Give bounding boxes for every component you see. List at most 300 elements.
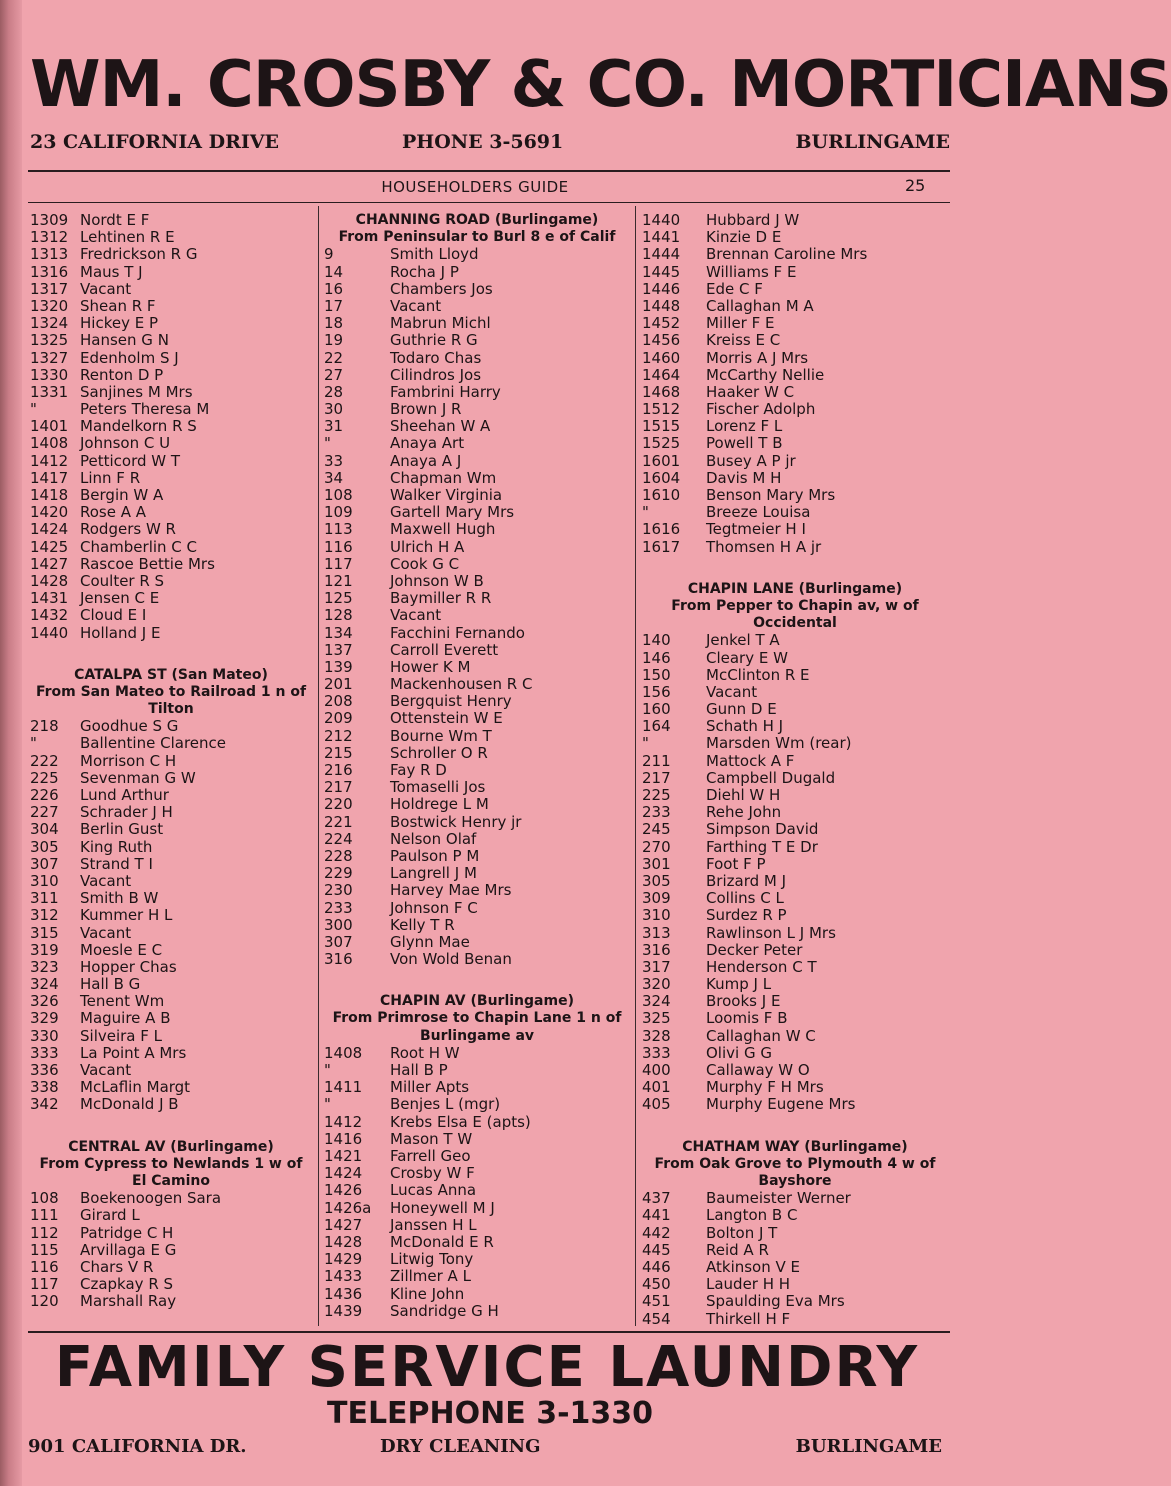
house-number: 121 — [324, 571, 353, 590]
footer-city: BURLINGAME — [795, 1436, 942, 1457]
list-item — [324, 934, 630, 951]
resident-name: Farrell Geo — [390, 1147, 471, 1166]
house-number: 1421 — [324, 1147, 363, 1166]
list-item — [324, 315, 630, 332]
house-number: 1460 — [642, 348, 681, 367]
resident-name: Haaker W C — [706, 382, 795, 401]
house-number: 1525 — [642, 434, 681, 453]
section-spacer — [642, 556, 948, 581]
resident-name: Gunn D E — [706, 700, 777, 719]
resident-name: Johnson W B — [390, 571, 484, 590]
resident-name: Strand T I — [80, 854, 153, 873]
resident-name: Jenkel T A — [706, 631, 780, 650]
house-number: 228 — [324, 846, 353, 865]
list-item — [324, 1234, 630, 1251]
list-item — [30, 504, 312, 521]
list-item — [642, 959, 948, 976]
resident-name: Guthrie R G — [390, 331, 478, 350]
resident-name: Fay R D — [390, 761, 447, 780]
list-item — [30, 332, 312, 349]
list-item — [30, 470, 312, 487]
house-number: 1408 — [30, 434, 69, 453]
list-item — [642, 1259, 948, 1276]
list-item — [30, 298, 312, 315]
house-number: 311 — [30, 889, 59, 908]
house-number: 336 — [30, 1061, 59, 1080]
house-number: 30 — [324, 400, 344, 419]
house-number: " — [30, 734, 37, 753]
list-item — [324, 796, 630, 813]
street-name: CHAPIN LANE (Burlingame) — [687, 580, 903, 597]
house-number: 9 — [324, 245, 334, 264]
resident-name: Krebs Elsa E (apts) — [390, 1112, 531, 1131]
street-description: Tilton — [148, 701, 194, 718]
list-item — [642, 1062, 948, 1079]
list-item — [30, 890, 312, 907]
house-number: 108 — [30, 1189, 59, 1208]
list-item — [642, 298, 948, 315]
list-item — [324, 504, 630, 521]
resident-name: Renton D P — [80, 365, 164, 384]
house-number: 307 — [324, 932, 353, 951]
resident-name: Sandridge G H — [390, 1301, 499, 1320]
resident-name: Rocha J P — [390, 262, 459, 281]
house-number: 1456 — [642, 331, 681, 350]
house-number: 1604 — [642, 468, 681, 487]
street-name: CATALPA ST (San Mateo) — [74, 666, 268, 683]
house-number: 1330 — [30, 365, 69, 384]
resident-name: Girard L — [80, 1206, 140, 1225]
house-number: 1617 — [642, 537, 681, 556]
house-number: " — [324, 1061, 331, 1080]
resident-name: Diehl W H — [706, 786, 781, 805]
list-item — [30, 418, 312, 435]
list-item — [30, 212, 312, 229]
list-item — [642, 890, 948, 907]
house-number: 450 — [642, 1275, 671, 1294]
street-description: Bayshore — [758, 1173, 832, 1190]
list-item — [324, 625, 630, 642]
house-number: 113 — [324, 520, 353, 539]
footer-service: DRY CLEANING — [380, 1436, 541, 1457]
list-item — [642, 1311, 948, 1328]
resident-name: Chamberlin C C — [80, 537, 198, 556]
resident-name: Petticord W T — [80, 451, 181, 470]
house-number: 1428 — [30, 571, 69, 590]
resident-name: Davis M H — [706, 468, 782, 487]
resident-name: Johnson C U — [80, 434, 171, 453]
house-number: 405 — [642, 1095, 671, 1114]
list-item — [324, 418, 630, 435]
list-item — [30, 315, 312, 332]
house-number: 1411 — [324, 1078, 363, 1097]
list-item — [30, 1225, 312, 1242]
house-number: 1408 — [324, 1043, 363, 1062]
street-heading — [642, 1139, 948, 1191]
resident-name: Silveira F L — [80, 1026, 163, 1045]
house-number: 445 — [642, 1240, 671, 1259]
resident-name: Cook G C — [390, 554, 460, 573]
resident-name: Ballentine Clarence — [80, 734, 226, 753]
house-number: 400 — [642, 1061, 671, 1080]
list-item — [642, 539, 948, 556]
footer-divider — [28, 1331, 950, 1333]
list-item — [642, 229, 948, 246]
house-number: 33 — [324, 451, 344, 470]
house-number: 120 — [30, 1292, 59, 1311]
resident-name: Schroller O R — [390, 743, 488, 762]
header-phone: PHONE 3-5691 — [402, 131, 564, 153]
resident-name: Berlin Gust — [80, 820, 164, 839]
list-item — [642, 470, 948, 487]
resident-name: Olivi G G — [706, 1043, 772, 1062]
resident-name: Lehtinen R E — [80, 228, 175, 247]
resident-name: Callaway W O — [706, 1061, 810, 1080]
footer-telephone: TELEPHONE 3-1330 — [326, 1396, 654, 1431]
resident-name: Chambers Jos — [390, 279, 493, 298]
house-number: 1512 — [642, 400, 681, 419]
list-item — [642, 925, 948, 942]
house-number: 1433 — [324, 1267, 363, 1286]
resident-name: Lauder H H — [706, 1275, 791, 1294]
house-number: 221 — [324, 812, 353, 831]
list-item — [642, 873, 948, 890]
list-item — [324, 1148, 630, 1165]
list-item — [30, 1028, 312, 1045]
list-item — [642, 1079, 948, 1096]
advertisement-footer-title: FAMILY SERVICE LAUNDRY — [54, 1335, 920, 1400]
resident-name: Bolton J T — [706, 1223, 778, 1242]
list-item — [324, 435, 630, 452]
house-number: 1431 — [30, 589, 69, 608]
resident-name: Lorenz F L — [706, 417, 783, 436]
list-item — [324, 298, 630, 315]
resident-name: Henderson C T — [706, 957, 817, 976]
list-item — [324, 917, 630, 934]
list-item — [324, 642, 630, 659]
resident-name: Sanjines M Mrs — [80, 382, 193, 401]
resident-name: Callaghan M A — [706, 296, 814, 315]
resident-name: Breeze Louisa — [706, 503, 811, 522]
list-item — [324, 350, 630, 367]
list-item — [30, 367, 312, 384]
list-item — [30, 735, 312, 752]
street-description: Burlingame av — [419, 1027, 535, 1044]
resident-name: Chars V R — [80, 1257, 154, 1276]
list-item — [642, 418, 948, 435]
street-description: From San Mateo to Railroad 1 n of — [35, 683, 307, 700]
house-number: 1429 — [324, 1250, 363, 1269]
list-item — [30, 821, 312, 838]
house-number: 1416 — [324, 1129, 363, 1148]
resident-name: Marshall Ray — [80, 1292, 177, 1311]
resident-name: Nelson Olaf — [390, 829, 477, 848]
advertisement-header-title: WM. CROSBY & CO. MORTICIANS — [30, 48, 1171, 122]
resident-name: Brizard M J — [706, 871, 787, 890]
list-item — [642, 753, 948, 770]
resident-name: Atkinson V E — [706, 1257, 801, 1276]
list-item — [642, 787, 948, 804]
house-number: 1412 — [30, 451, 69, 470]
resident-name: Murphy Eugene Mrs — [706, 1095, 856, 1114]
list-item — [642, 1225, 948, 1242]
resident-name: Rascoe Bettie Mrs — [80, 554, 215, 573]
list-item — [30, 350, 312, 367]
house-number: 1425 — [30, 537, 69, 556]
house-number: 316 — [642, 940, 671, 959]
resident-name: Kinzie D E — [706, 228, 782, 247]
list-item — [324, 1165, 630, 1182]
list-item — [30, 384, 312, 401]
house-number: 313 — [642, 923, 671, 942]
resident-name: Miller Apts — [390, 1078, 470, 1097]
list-item — [324, 367, 630, 384]
list-item — [642, 1207, 948, 1224]
list-item — [642, 1045, 948, 1062]
house-number: 1446 — [642, 279, 681, 298]
resident-name: Decker Peter — [706, 940, 803, 959]
list-item — [30, 1190, 312, 1207]
list-item — [642, 907, 948, 924]
list-item — [324, 1045, 630, 1062]
resident-name: Nordt E F — [80, 211, 150, 229]
street-description: From Primrose to Chapin Lane 1 n of — [332, 1010, 622, 1027]
resident-name: Benjes L (mgr) — [390, 1095, 501, 1114]
house-number: 1440 — [642, 211, 681, 229]
house-number: " — [30, 400, 37, 419]
house-number: 17 — [324, 296, 344, 315]
header-divider — [28, 170, 950, 172]
resident-name: Edenholm S J — [80, 348, 179, 367]
house-number: 31 — [324, 417, 344, 436]
house-number: " — [642, 503, 649, 522]
list-item — [324, 264, 630, 281]
list-item — [30, 1276, 312, 1293]
resident-name: Goodhue S G — [80, 717, 179, 736]
list-item — [324, 1062, 630, 1079]
house-number: 117 — [324, 554, 353, 573]
resident-name: Hall B P — [390, 1061, 448, 1080]
resident-name: Bourne Wm T — [390, 726, 492, 745]
house-number: 233 — [642, 803, 671, 822]
list-item — [642, 942, 948, 959]
list-item — [30, 1010, 312, 1027]
list-item — [324, 556, 630, 573]
list-item — [324, 693, 630, 710]
resident-name: Brooks J E — [706, 992, 781, 1011]
resident-name: Reid A R — [706, 1240, 769, 1259]
street-heading — [324, 993, 630, 1045]
resident-name: Lucas Anna — [390, 1181, 477, 1200]
list-item — [324, 831, 630, 848]
house-number: 1444 — [642, 245, 681, 264]
list-item — [642, 212, 948, 229]
resident-name: Moesle E C — [80, 940, 163, 959]
resident-name: Hansen G N — [80, 331, 169, 350]
house-number: 164 — [642, 717, 671, 736]
list-item — [324, 951, 630, 968]
directory-column-3 — [642, 212, 948, 1328]
house-number: 217 — [642, 768, 671, 787]
house-number: 34 — [324, 468, 344, 487]
house-number: 309 — [642, 889, 671, 908]
list-item — [30, 873, 312, 890]
list-item — [642, 650, 948, 667]
resident-name: Mabrun Michl — [390, 314, 491, 333]
list-item — [30, 281, 312, 298]
resident-name: Brennan Caroline Mrs — [706, 245, 868, 264]
resident-name: Bergin W A — [80, 486, 164, 504]
resident-name: Coulter R S — [80, 571, 165, 590]
list-item — [324, 728, 630, 745]
house-number: 329 — [30, 1009, 59, 1028]
list-item — [30, 556, 312, 573]
directory-column-2 — [324, 212, 630, 1320]
list-item — [30, 1045, 312, 1062]
house-number: 212 — [324, 726, 353, 745]
house-number: 401 — [642, 1078, 671, 1097]
house-number: 1420 — [30, 503, 69, 522]
house-number: 324 — [30, 975, 59, 994]
resident-name: Arvillaga E G — [80, 1240, 177, 1259]
street-description: From Peninsular to Burl 8 e of Calif — [338, 229, 616, 246]
resident-name: Maus T J — [80, 262, 143, 281]
resident-name: McDonald E R — [390, 1232, 494, 1251]
house-number: 312 — [30, 906, 59, 925]
list-item — [642, 1190, 948, 1207]
section-spacer — [30, 1114, 312, 1139]
house-number: 229 — [324, 864, 353, 883]
list-item — [642, 281, 948, 298]
street-name: CENTRAL AV (Burlingame) — [68, 1138, 274, 1155]
list-item — [324, 453, 630, 470]
list-item — [642, 1242, 948, 1259]
list-item — [30, 229, 312, 246]
house-number: 222 — [30, 751, 59, 770]
resident-name: Hall B G — [80, 975, 141, 994]
house-number: 208 — [324, 692, 353, 711]
list-item — [30, 1259, 312, 1276]
house-number: 109 — [324, 503, 353, 522]
resident-name: Linn F R — [80, 468, 141, 487]
house-number: 1436 — [324, 1284, 363, 1303]
resident-name: Vacant — [80, 279, 132, 298]
list-item — [30, 625, 312, 642]
list-item — [30, 401, 312, 418]
house-number: 140 — [642, 631, 671, 650]
footer-address: 901 CALIFORNIA DR. — [28, 1436, 247, 1457]
resident-name: Williams F E — [706, 262, 797, 281]
list-item — [30, 435, 312, 452]
list-item — [30, 770, 312, 787]
list-item — [30, 590, 312, 607]
list-item — [324, 1200, 630, 1217]
house-number: 1432 — [30, 606, 69, 625]
resident-name: Rehe John — [706, 803, 782, 822]
list-item — [30, 804, 312, 821]
list-item — [324, 676, 630, 693]
resident-name: Vacant — [80, 871, 132, 890]
list-item — [30, 1062, 312, 1079]
resident-name: Todaro Chas — [390, 348, 482, 367]
column-divider-1 — [318, 206, 319, 1326]
house-number: 117 — [30, 1275, 59, 1294]
resident-name: Gartell Mary Mrs — [390, 503, 515, 522]
list-item — [642, 667, 948, 684]
list-item — [642, 735, 948, 752]
advertisement-header-details — [30, 131, 950, 157]
list-item — [324, 865, 630, 882]
house-number: 1324 — [30, 314, 69, 333]
list-item — [324, 539, 630, 556]
house-number: 216 — [324, 761, 353, 780]
list-item — [324, 779, 630, 796]
house-number: 301 — [642, 854, 671, 873]
house-number: 225 — [30, 768, 59, 787]
street-description: From Cypress to Newlands 1 w of — [39, 1155, 303, 1172]
house-number: 137 — [324, 640, 353, 659]
house-number: 1428 — [324, 1232, 363, 1251]
list-item — [324, 281, 630, 298]
list-item — [30, 925, 312, 942]
list-item — [30, 787, 312, 804]
resident-name: Honeywell M J — [390, 1198, 495, 1217]
house-number: " — [324, 1095, 331, 1114]
list-item — [30, 264, 312, 281]
house-number: 18 — [324, 314, 344, 333]
house-number: 326 — [30, 992, 59, 1011]
house-number: 330 — [30, 1026, 59, 1045]
list-item — [30, 753, 312, 770]
resident-name: Holdrege L M — [390, 795, 489, 814]
section-spacer — [324, 968, 630, 993]
list-item — [642, 993, 948, 1010]
resident-name: Carroll Everett — [390, 640, 499, 659]
resident-name: Smith Lloyd — [390, 245, 479, 264]
house-number: 1515 — [642, 417, 681, 436]
house-number: 112 — [30, 1223, 59, 1242]
house-number: 156 — [642, 682, 671, 701]
list-item — [30, 246, 312, 263]
house-number: 201 — [324, 675, 353, 694]
resident-name: Cleary E W — [706, 648, 788, 667]
resident-name: Kline John — [390, 1284, 465, 1303]
resident-name: Brown J R — [390, 400, 462, 419]
list-item — [30, 1207, 312, 1224]
house-number: 116 — [324, 537, 353, 556]
list-item — [642, 453, 948, 470]
resident-name: Foot F P — [706, 854, 766, 873]
list-item — [324, 882, 630, 899]
house-number: 128 — [324, 606, 353, 625]
resident-name: Von Wold Benan — [390, 950, 512, 969]
house-number: 245 — [642, 820, 671, 839]
house-number: 209 — [324, 709, 353, 728]
house-number: 1309 — [30, 211, 69, 229]
resident-name: Spaulding Eva Mrs — [706, 1292, 845, 1311]
list-item — [324, 1114, 630, 1131]
house-number: 442 — [642, 1223, 671, 1242]
resident-name: Fambrini Harry — [390, 382, 501, 401]
list-item — [642, 804, 948, 821]
list-item — [642, 701, 948, 718]
list-item — [30, 1293, 312, 1310]
resident-name: Glynn Mae — [390, 932, 470, 951]
resident-name: McLaflin Margt — [80, 1078, 191, 1097]
resident-name: Tenent Wm — [80, 992, 165, 1011]
header-address: 23 CALIFORNIA DRIVE — [30, 131, 279, 153]
list-item — [642, 632, 948, 649]
